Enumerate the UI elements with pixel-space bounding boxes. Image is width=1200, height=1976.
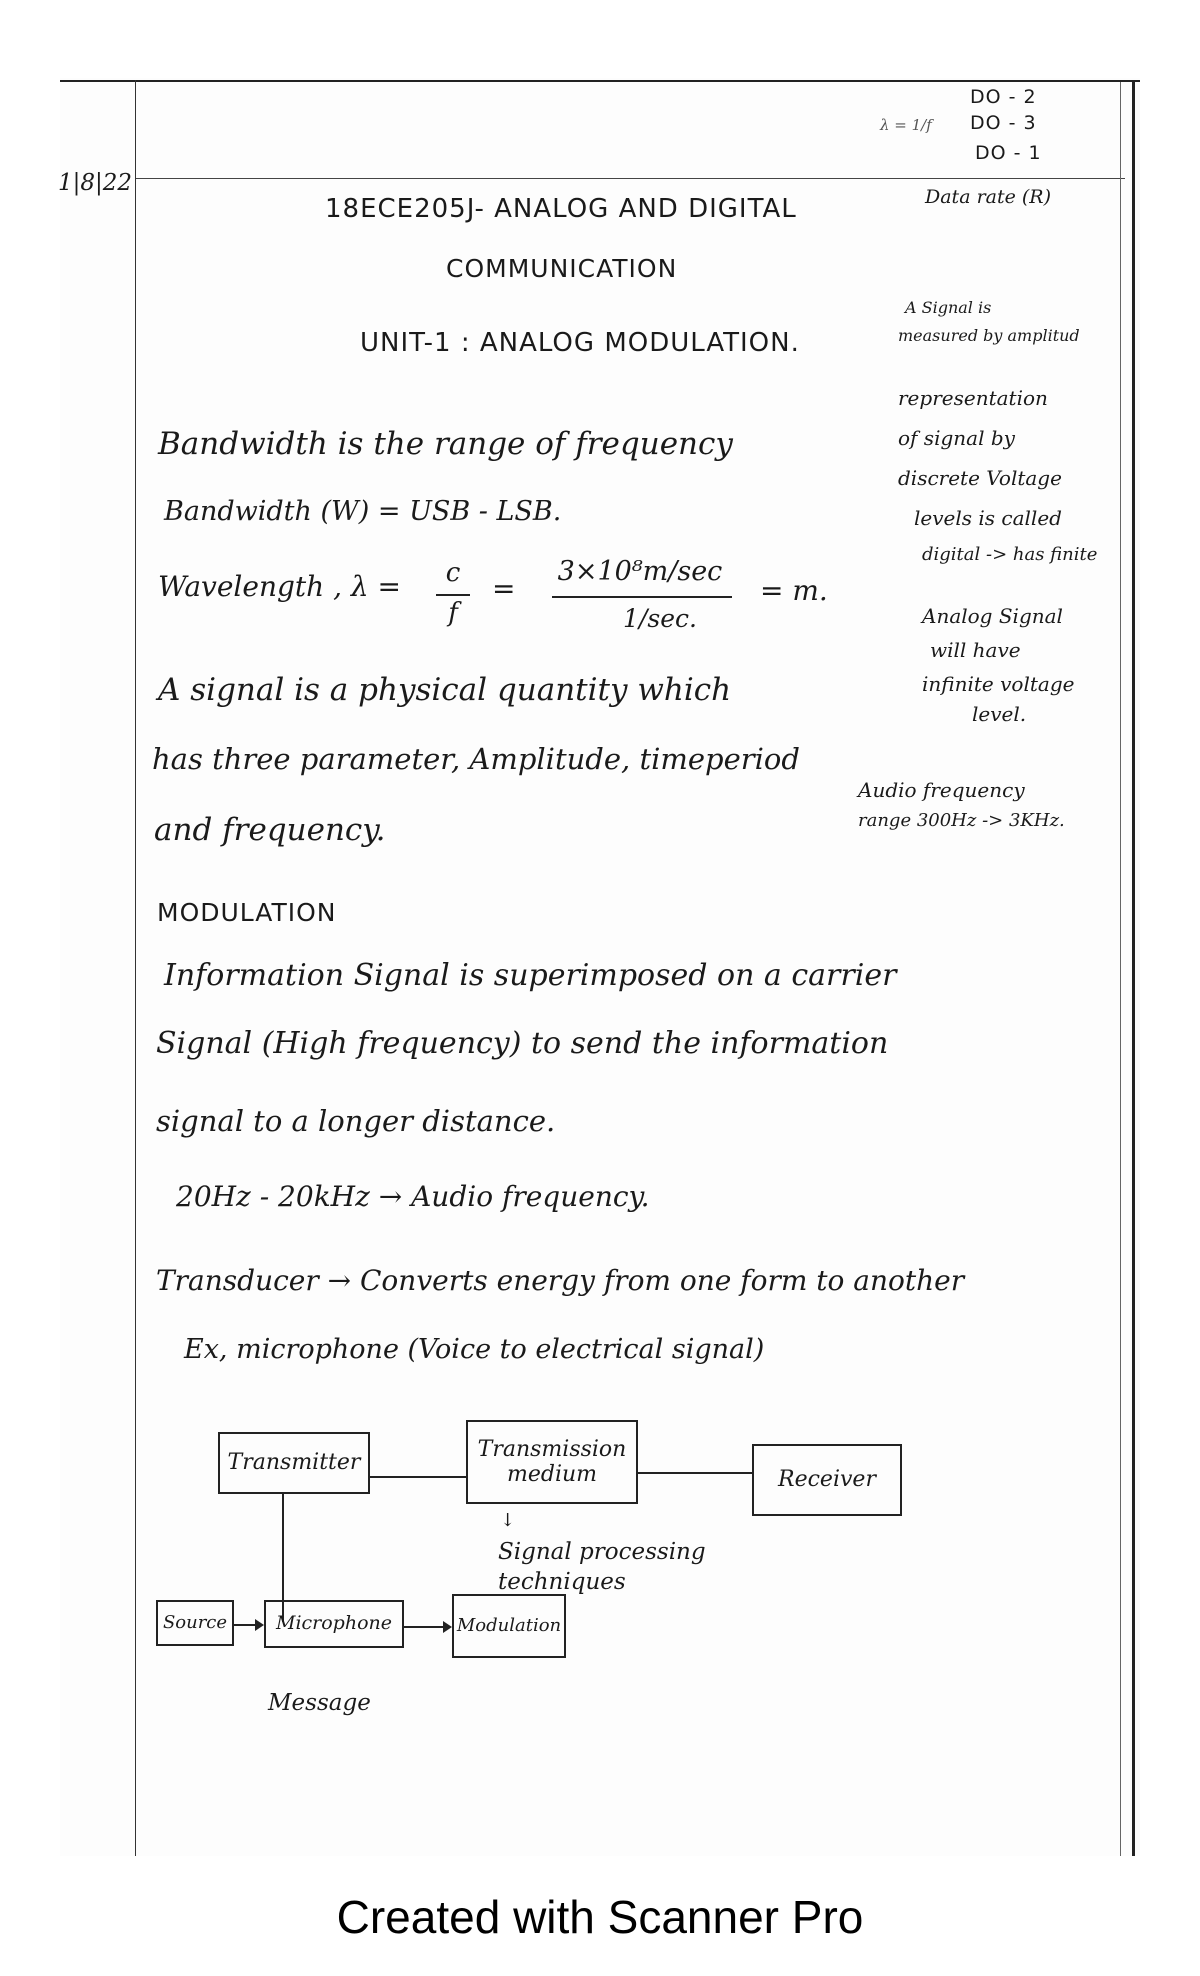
transducer-example: Ex, microphone (Voice to electrical signal) <box>184 1334 765 1365</box>
top-rule <box>60 80 1140 82</box>
signal-definition: and frequency. <box>154 812 386 848</box>
header-rule <box>135 178 1125 179</box>
arrow-icon <box>404 1626 450 1628</box>
corner-note: DO - 1 <box>975 142 1042 164</box>
side-note: discrete Voltage <box>898 466 1062 490</box>
transducer-definition: Transducer → Converts energy from one form to another <box>156 1264 965 1297</box>
modulation-definition: signal to a longer distance. <box>156 1104 556 1138</box>
side-note: levels is called <box>914 506 1062 530</box>
modulation-heading: MODULATION <box>157 898 337 927</box>
connector-line <box>370 1476 466 1478</box>
message-label: Message <box>268 1690 371 1716</box>
modulation-definition: Information Signal is superimposed on a carrier <box>164 958 897 993</box>
side-note: Analog Signal <box>922 604 1063 628</box>
corner-note: Data rate (R) <box>925 186 1052 208</box>
corner-note: λ = 1/f <box>880 116 932 134</box>
wavelength-f: f <box>448 598 458 628</box>
wavelength-denominator: 1/sec. <box>623 604 697 633</box>
corner-note: DO - 2 <box>970 86 1037 108</box>
audio-range: 20Hz - 20kHz → Audio frequency. <box>176 1180 650 1213</box>
side-note: range 300Hz -> 3KHz. <box>858 810 1065 831</box>
fraction-bar <box>552 596 732 598</box>
unit-title: UNIT-1 : ANALOG MODULATION. <box>360 328 800 358</box>
side-note: A Signal is <box>905 298 992 317</box>
connector-line <box>638 1472 752 1474</box>
signal-processing-label: Signal processing techniques <box>498 1539 706 1595</box>
wavelength-result: = m. <box>760 574 828 607</box>
side-note: of signal by <box>898 426 1015 450</box>
course-title: 18ECE205J- ANALOG AND DIGITAL <box>325 194 797 224</box>
corner-note: DO - 3 <box>970 112 1037 134</box>
side-note: infinite voltage <box>922 672 1075 696</box>
scanner-watermark: Created with Scanner Pro <box>336 1891 864 1943</box>
side-note: measured by amplitud <box>898 326 1080 345</box>
modulation-block: Modulation <box>452 1594 566 1658</box>
page-edge-inner <box>1120 82 1121 1856</box>
microphone-block: Microphone <box>264 1600 404 1648</box>
wavelength-numerator: 3×10⁸m/sec <box>557 556 723 587</box>
wavelength-c: c <box>445 558 461 588</box>
date: 1|8|22 <box>58 170 133 196</box>
margin-line <box>135 80 136 1856</box>
signal-definition: has three parameter, Amplitude, timeperiod <box>152 742 800 776</box>
transmitter-block: Transmitter <box>218 1432 370 1494</box>
wavelength-label: Wavelength , λ = <box>158 570 402 603</box>
side-note: digital -> has finite <box>922 544 1098 565</box>
down-arrow-icon: ↓ <box>500 1510 516 1531</box>
fraction-bar <box>436 594 470 596</box>
transmission-medium-block: Transmission medium <box>466 1420 638 1504</box>
receiver-block: Receiver <box>752 1444 902 1516</box>
bandwidth-definition: Bandwidth is the range of frequency <box>158 426 733 462</box>
side-note: representation <box>898 386 1048 410</box>
source-block: Source <box>156 1600 234 1646</box>
side-note: Audio frequency <box>858 778 1025 802</box>
arrow-icon <box>234 1624 262 1626</box>
equals-sign: = <box>492 572 516 605</box>
side-note: level. <box>972 702 1027 726</box>
page-edge <box>1132 82 1135 1856</box>
modulation-definition: Signal (High frequency) to send the information <box>156 1026 889 1061</box>
bandwidth-formula: Bandwidth (W) = USB - LSB. <box>164 496 562 527</box>
signal-definition: A signal is a physical quantity which <box>158 672 732 708</box>
side-note: will have <box>930 638 1021 662</box>
course-title-2: COMMUNICATION <box>446 254 678 283</box>
